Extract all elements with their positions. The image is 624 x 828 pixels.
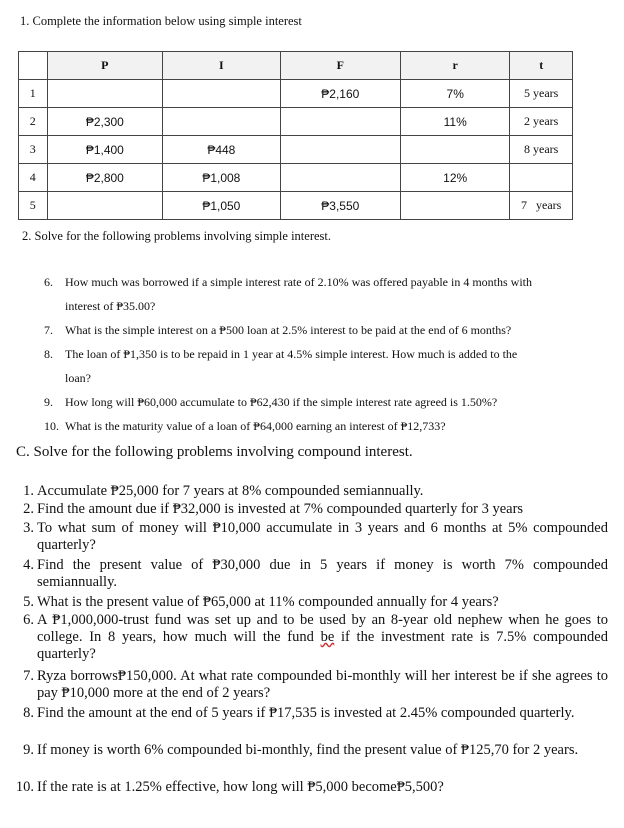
header-r: r [401,52,510,80]
problem-number: 6. [23,612,34,628]
problem-text: What is the present value of ₱65,000 at 11% compounded annually for 4 years? [37,594,499,610]
section1-title: 1. Complete the information below using simple interest [20,14,302,28]
compound-problem-3 [14,520,608,554]
compound-problem-8 [14,705,608,722]
problem-number: 4. [23,557,34,573]
problem-text-b: be [320,629,335,645]
table-row [19,80,573,108]
simple-interest-table [18,51,573,220]
problem-6 [44,275,532,290]
header-t: t [510,52,573,80]
problem-text-c: if the investment rate is 7.5% compounded quarterly? [37,629,608,662]
compound-problem-4 [14,557,608,591]
problem-number: 8. [44,347,53,361]
problem-text: If the rate is at 1.25% effective, how long will ₱5,000 become₱5,500? [37,779,444,795]
problem-9 [44,395,497,410]
table-row [19,108,573,136]
cell-p: ₱1,400 [47,136,163,164]
problem-text-a: A ₱1,000,000-trust fund was set up and to be used by an 8-year old nephew when he goes to college. In 8 years, how much will the fund [37,612,608,645]
cell-r [401,136,510,164]
problem-number: 9. [44,395,53,409]
problem-text: Find the amount at the end of 5 years if ₱17,535 is invested at 2.45% compounded quarterly. [37,705,575,721]
cell-f: ₱3,550 [280,192,400,220]
problem-number: 6. [44,275,53,289]
table-header-row [19,52,573,80]
cell-f [280,108,400,136]
problem-number: 10. [15,779,34,795]
problem-number: 7. [23,668,34,684]
compound-problem-9 [14,742,608,759]
problem-text: What is the maturity value of a loan of ₱64,000 earning an interest of ₱12,733? [65,419,446,433]
problem-number: 7. [44,323,53,337]
table-row [19,192,573,220]
cell-p: ₱2,300 [47,108,163,136]
table-row [19,164,573,192]
row-number: 4 [19,164,48,192]
cell-f [280,136,400,164]
problem-number: 3. [23,520,34,536]
cell-i [163,108,280,136]
cell-p: ₱2,800 [47,164,163,192]
header-index [19,52,48,80]
cell-t: 5 years [510,80,573,108]
problem-number: 9. [23,742,34,758]
compound-problem-1 [14,483,608,500]
problem-number: 5. [23,594,34,610]
cell-p [47,192,163,220]
row-number: 2 [19,108,48,136]
problem-text: Ryza borrows₱150,000. At what rate compounded bi-monthly will her interest be if she agrees to pay ₱10,000 more at the end of 2 years? [37,668,608,701]
compound-problem-10 [14,779,608,796]
cell-i: ₱1,050 [163,192,280,220]
cell-r: 11% [401,108,510,136]
section-c-title: C. Solve for the following problems involving compound interest. [16,444,413,460]
problem-8-cont: loan? [65,371,91,385]
problem-number: 10. [44,419,59,433]
problem-text: Find the amount due if ₱32,000 is invested at 7% compounded quarterly for 3 years [37,501,524,517]
cell-f: ₱2,160 [280,80,400,108]
row-number: 3 [19,136,48,164]
row-number: 5 [19,192,48,220]
problem-text: How long will ₱60,000 accumulate to ₱62,430 if the simple interest rate agreed is 1.50%? [65,395,498,409]
cell-t: 8 years [510,136,573,164]
cell-i [163,80,280,108]
compound-problem-7 [14,668,608,702]
cell-i: ₱1,008 [163,164,280,192]
problem-6-cont: interest of ₱35.00? [65,299,156,313]
compound-problem-6 [14,612,608,663]
header-f: F [280,52,400,80]
problem-text: How much was borrowed if a simple interest rate of 2.10% was offered payable in 4 months with [65,275,532,289]
cell-f [280,164,400,192]
row-number: 1 [19,80,48,108]
header-p: P [47,52,163,80]
header-i: I [163,52,280,80]
cell-r: 12% [401,164,510,192]
problem-number: 2. [23,501,34,517]
problem-text: The loan of ₱1,350 is to be repaid in 1 year at 4.5% simple interest. How much is added to the [65,347,518,361]
problem-text [37,612,608,663]
problem-number: 8. [23,705,34,721]
problem-text: To what sum of money will ₱10,000 accumulate in 3 years and 6 months at 5% compounded quarterly? [37,520,608,553]
problem-number: 1. [23,483,34,499]
cell-r: 7% [401,80,510,108]
cell-r [401,192,510,220]
section2-title: 2. Solve for the following problems involving simple interest. [22,229,331,243]
problem-text: If money is worth 6% compounded bi-monthly, find the present value of ₱125,70 for 2 years. [37,742,579,758]
cell-t: 2 years [510,108,573,136]
cell-i: ₱448 [163,136,280,164]
problem-text: Find the present value of ₱30,000 due in 5 years if money is worth 7% compounded semiannually. [37,557,608,590]
problem-text: What is the simple interest on a ₱500 loan at 2.5% interest to be paid at the end of 6 months? [65,323,512,337]
compound-problem-2 [14,501,608,518]
problem-text: Accumulate ₱25,000 for 7 years at 8% compounded semiannually. [37,483,424,499]
problem-7 [44,323,511,338]
table-row [19,136,573,164]
cell-p [47,80,163,108]
compound-problem-5 [14,594,608,611]
problem-8 [44,347,517,362]
cell-t: 7 years [510,192,573,220]
problem-10 [44,419,446,434]
cell-t [510,164,573,192]
